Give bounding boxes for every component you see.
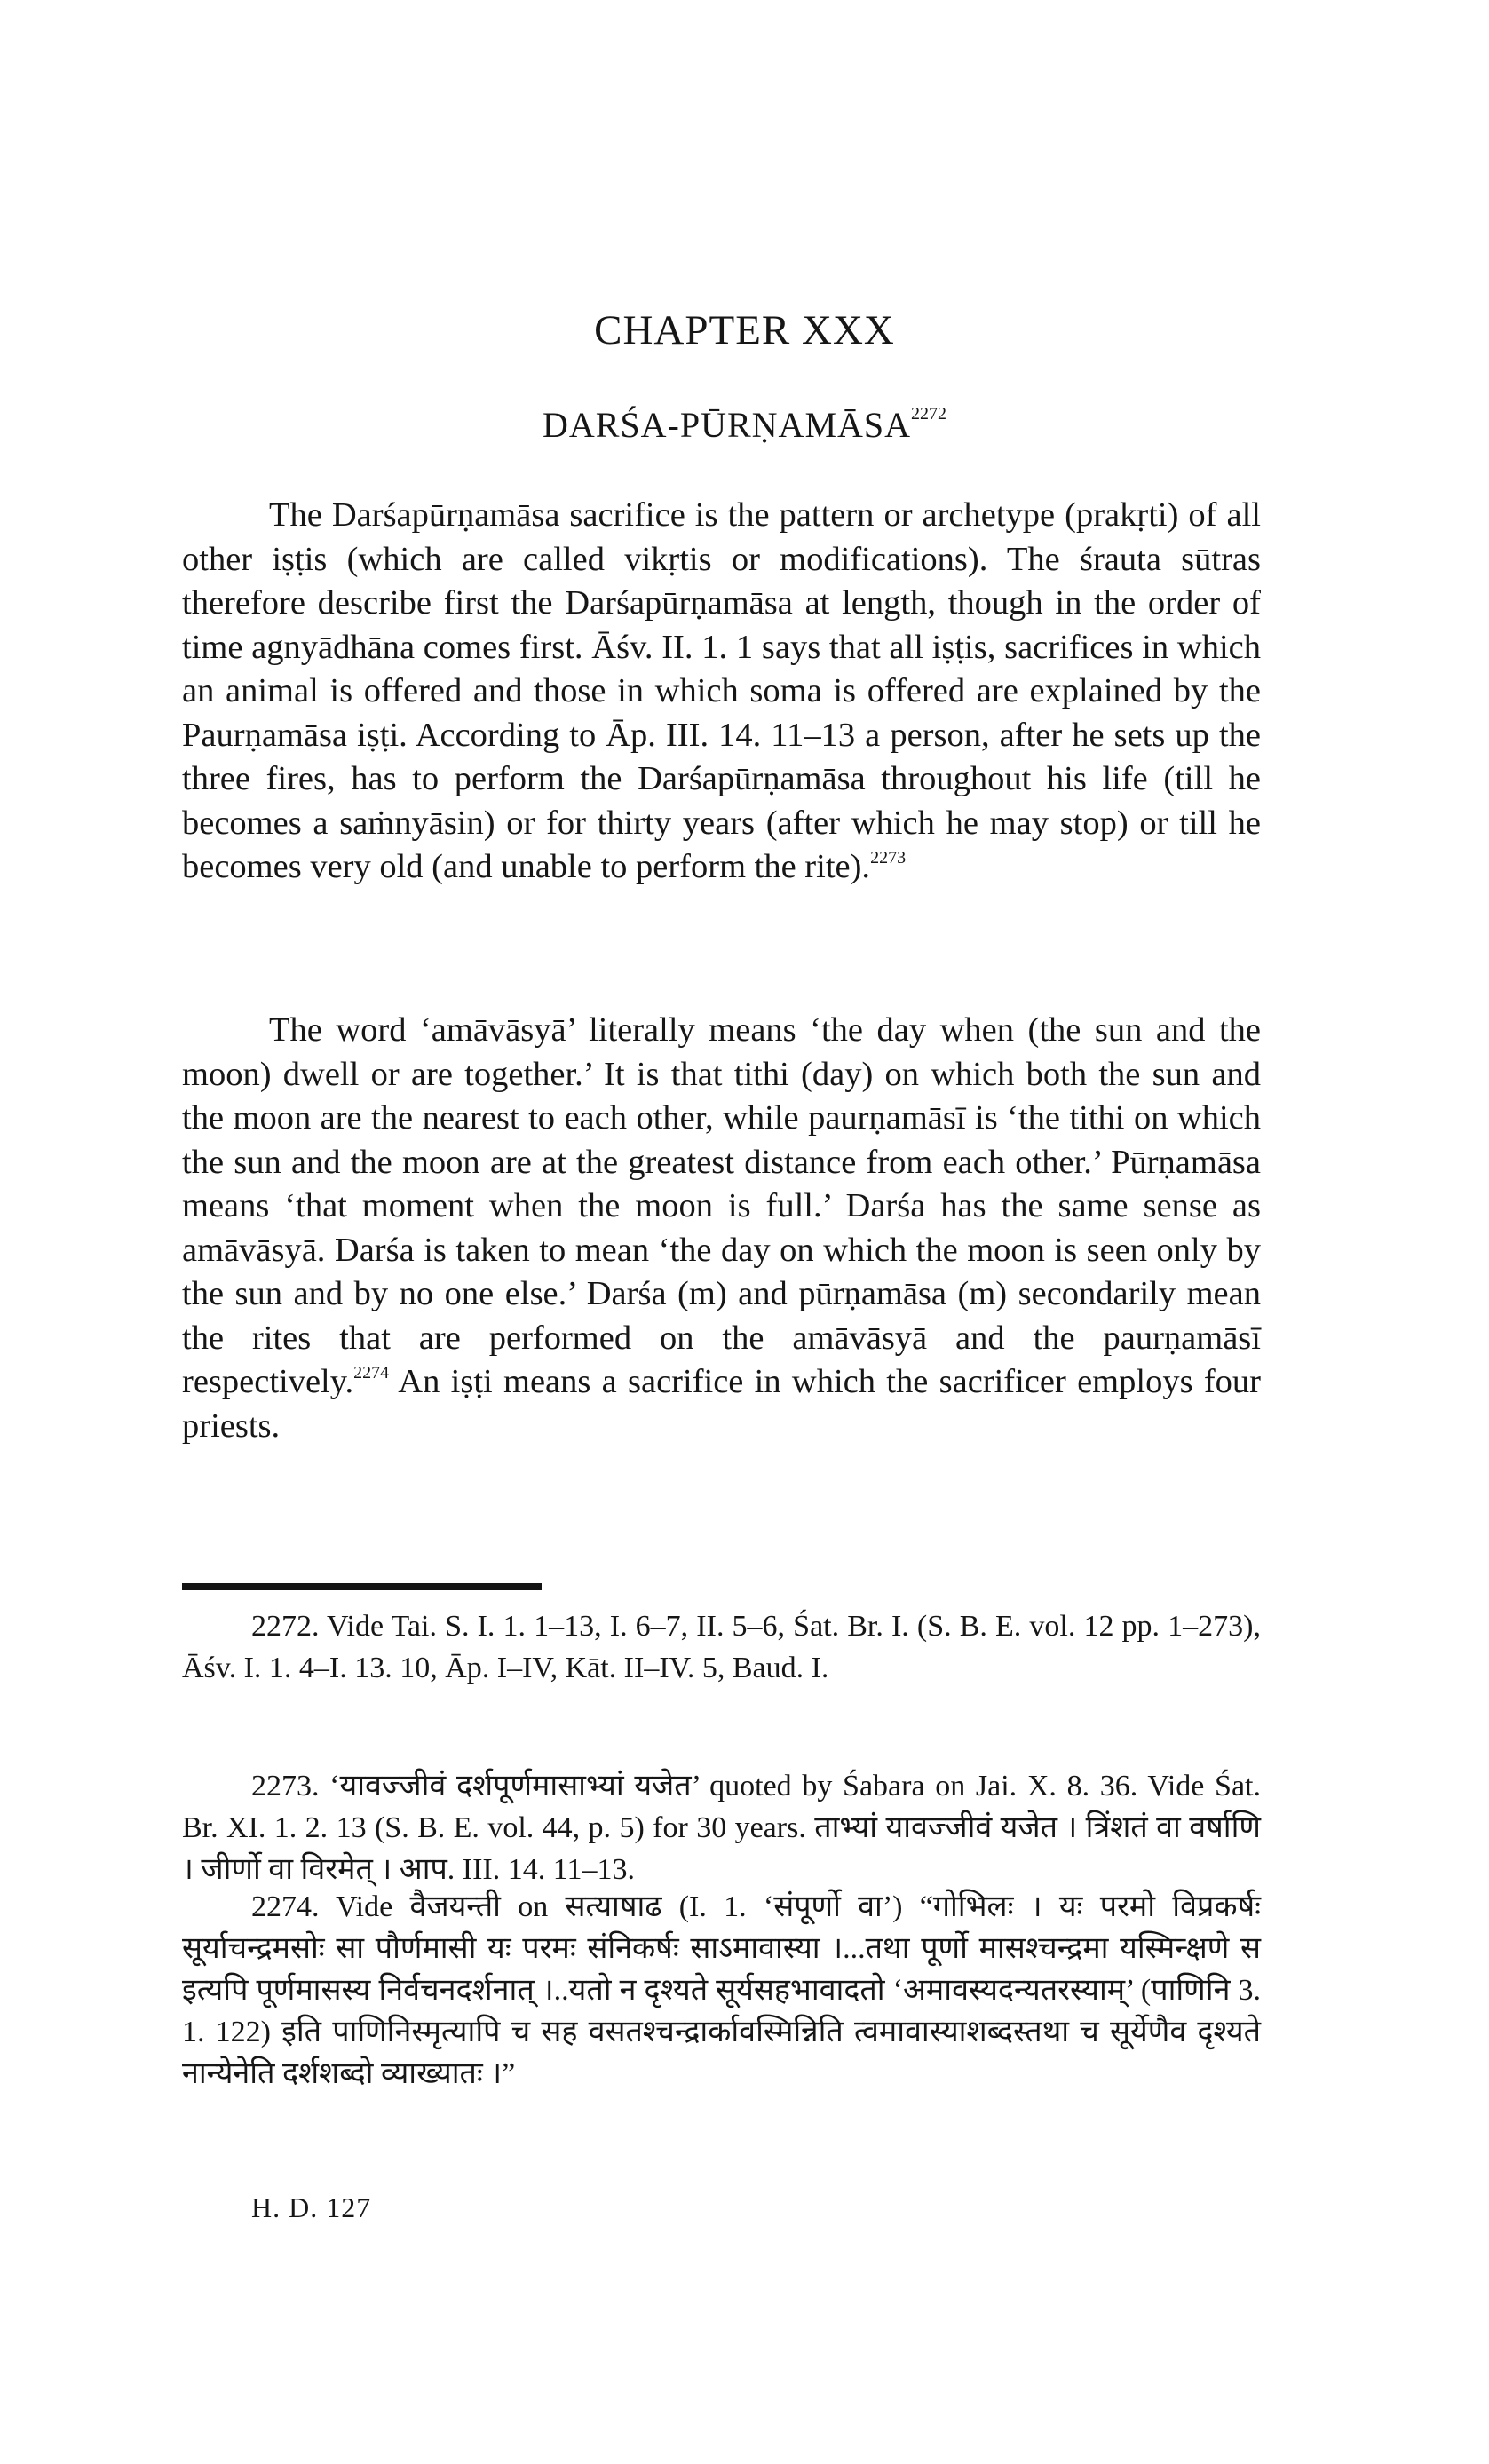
chapter-subtitle <box>0 404 1489 446</box>
chapter-title: CHAPTER XXX <box>594 307 895 353</box>
footnote-2274: 2274. Vide वैजयन्ती on सत्याषाढ (I. 1. ‘संपूर्णो वा’) “गोभिलः । यः परमो विप्रकर्षः सूर्याचन्द्रमसोः सा पौर्णमासी यः परमः संनिकर्षः साऽमावास्या ।...तथा पूर्णो मासश्चन्द्रमा यस्मिन्क्षणे स इत्यपि पूर्णमासस्य निर्वचनदर्शनात् ।..यतो न दृश्यते सूर्यसहभावादतो ‘अमावस्यदन्यतरस्याम्’ (पाणिनि 3. 1. 122) इति पाणिनिस्मृत्यापि च सह वसतश्चन्द्रार्कावस्मिन्निति त्वमावास्याशब्दस्तथा च सूर्येणैव दृश्यते नान्येनेति दर्शशब्दो व्याख्यातः ।” <box>182 1890 1261 2090</box>
paragraph-1-text: The Darśapūrṇamāsa sacrifice is the pattern or archetype (prakṛti) of all other iṣṭis (which are called vikṛtis or modifications). The śrauta sūtras therefore describe first the Darśapūrṇamāsa at length, though in the order of time agnyādhāna comes first. Āśv. II. 1. 1 says that all iṣṭis, sacrifices in which an animal is offered and those in which soma is offered are explained by the Paurṇamāsa iṣṭi. According to Āp. III. 14. 11–13 a person, after he sets up the three fires, has to perform the Darśapūrṇamāsa throughout his life (till he becomes a saṁnyāsin) or for thirty years (after which he may stop) or till he becomes very old (and unable to perform the rite). <box>182 496 1261 885</box>
footnote-ref-2272: 2272 <box>911 404 947 424</box>
paragraph-2 <box>182 1009 1261 1448</box>
paragraph-2-text: The word ‘amāvāsyā’ literally means ‘the day when (the sun and the moon) dwell or are together.’ It is that tithi (day) on which both the sun and the moon are the nearest to each other, while paurṇamāsī is ‘the tithi on which the sun and the moon are at the greatest distance from each other.’ Pūrṇamāsa means ‘that moment when the moon is full.’ Darśa has the same sense as amāvāsyā. Darśa is taken to mean ‘the day on which the moon is seen only by the sun and by no one else.’ Darśa (m) and pūrṇamāsa (m) secondarily mean the rites that are performed on the amāvāsyā and the paurṇamāsī respectively. <box>182 1011 1261 1400</box>
footnote-2272: 2272. Vide Tai. S. I. 1. 1–13, I. 6–7, II. 5–6, Śat. Br. I. (S. B. E. vol. 12 pp. 1–273), Āśv. I. 1. 4–I. 13. 10, Āp. I–IV, Kāt. II–IV. 5, Baud. I. <box>182 1610 1261 1684</box>
footnote-2273: 2273. ‘यावज्जीवं दर्शपूर्णमासाभ्यां यजेत’ quoted by Śabara on Jai. X. 8. 36. Vide Śat. Br. XI. 1. 2. 13 (S. B. E. vol. 44, p. 5) for 30 years. ताभ्यां यावज्जीवं यजेत । त्रिंशतं वा वर्षाणि । जीर्णो वा विरमेत् । आप. III. 14. 11–13. <box>182 1770 1261 1886</box>
footnote-divider <box>182 1583 542 1590</box>
paragraph-2-tail: An iṣṭi means a sacrifice in which the sacrificer employs four priests. <box>182 1363 1261 1445</box>
page-signature: H. D. 127 <box>251 2191 372 2223</box>
chapter-subtitle-text: DARŚA-PŪRṆAMĀSA <box>542 405 912 445</box>
paragraph-1 <box>182 494 1261 890</box>
footnote-ref-2273: 2273 <box>870 848 907 868</box>
footnote-ref-2274: 2274 <box>353 1363 390 1383</box>
